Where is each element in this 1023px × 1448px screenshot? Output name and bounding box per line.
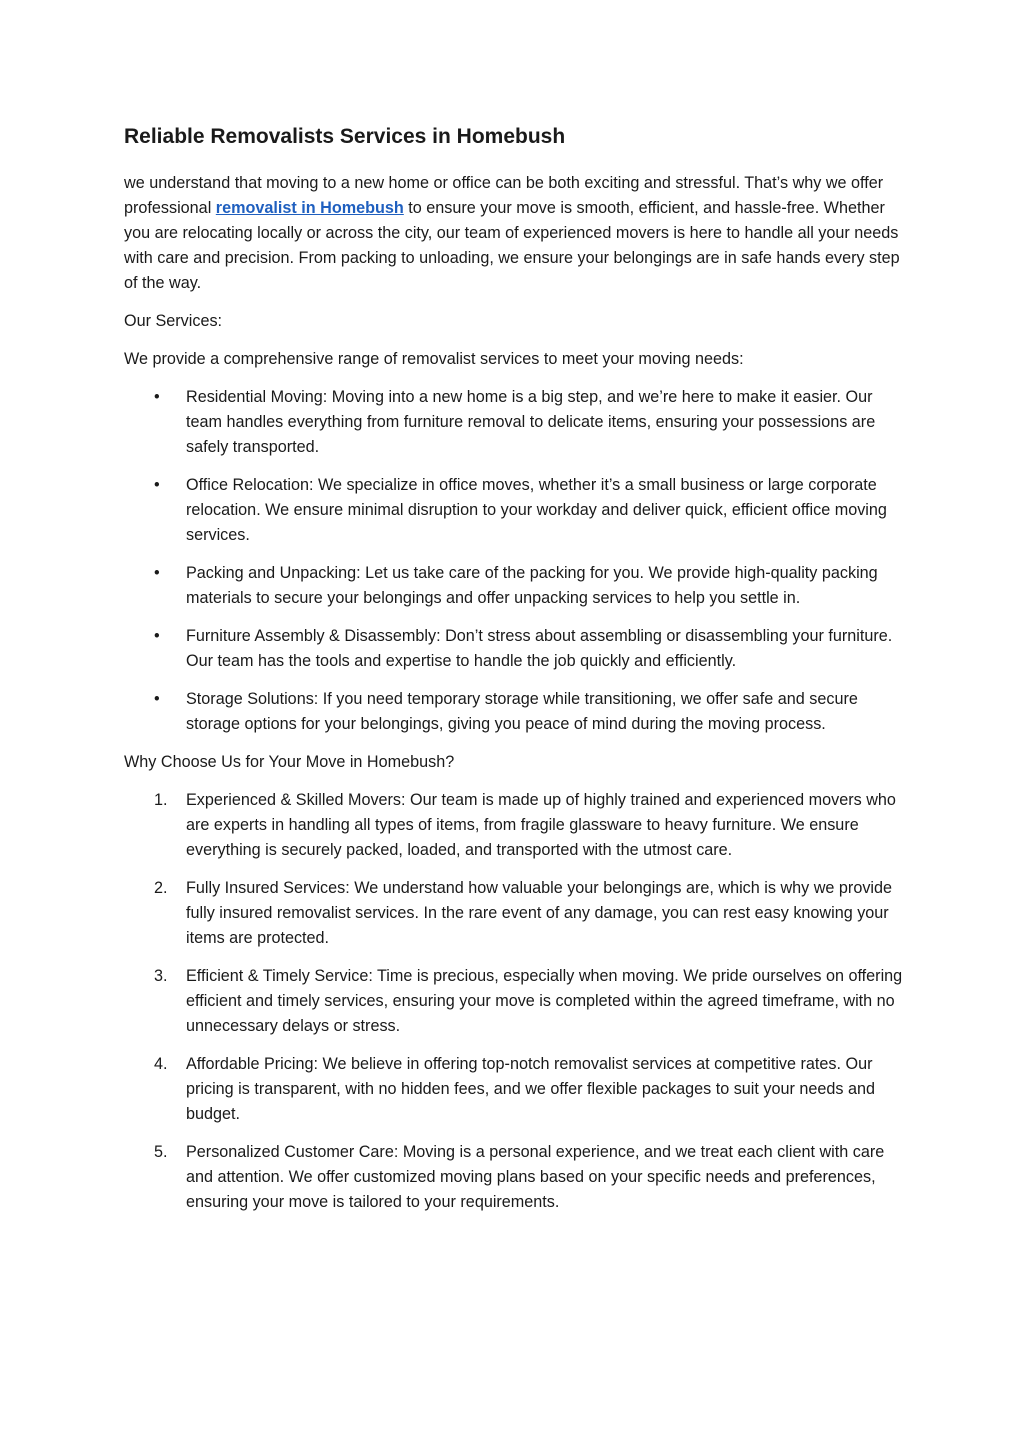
bullet-icon: •: [154, 388, 160, 406]
list-item: [124, 964, 904, 1039]
list-number: 5.: [154, 1143, 168, 1161]
list-item: [124, 1052, 904, 1127]
list-item: [124, 561, 904, 611]
reason-text: Personalized Customer Care: Moving is a personal experience, and we treat each client with care and attention. We offer customized moving plans based on your specific needs and preferences, ensuring your move is tailored to your requirements.: [186, 1143, 885, 1211]
services-list: [124, 385, 904, 737]
list-item: [124, 687, 904, 737]
list-number: 3.: [154, 967, 168, 985]
reason-text: Efficient & Timely Service: Time is precious, especially when moving. We pride ourselves on offering efficient and timely services, ensuring your move is completed within the agreed timeframe, with no unnecessary delays or stress.: [186, 967, 903, 1035]
list-item: [124, 876, 904, 951]
list-item: [124, 385, 904, 460]
list-item: [124, 473, 904, 548]
bullet-icon: •: [154, 690, 160, 708]
service-text: Office Relocation: We specialize in office moves, whether it’s a small business or large corporate relocation. We ensure minimal disruption to your workday and deliver quick, efficient office moving services.: [186, 476, 887, 544]
list-number: 4.: [154, 1055, 168, 1073]
services-intro: We provide a comprehensive range of removalist services to meet your moving needs:: [124, 350, 744, 368]
service-text: Packing and Unpacking: Let us take care of the packing for you. We provide high-quality packing materials to secure your belongings and offer unpacking services to help you settle in.: [186, 564, 878, 607]
intro-text-before-link: we understand that moving to a new home or office can be both exciting and stressful. That’s why we offer professional: [124, 174, 884, 217]
services-heading: Our Services:: [124, 312, 223, 330]
list-item: [124, 1140, 904, 1215]
service-text: Residential Moving: Moving into a new home is a big step, and we’re here to make it easier. Our team handles everything from furniture removal to delicate items, ensuring your possessions are safely transported.: [186, 388, 876, 456]
intro-paragraph: [124, 171, 904, 296]
service-text: Storage Solutions: If you need temporary storage while transitioning, we offer safe and secure storage options for your belongings, giving you peace of mind during the moving process.: [186, 690, 858, 733]
reasons-list: [124, 788, 904, 1215]
reason-text: Experienced & Skilled Movers: Our team is made up of highly trained and experienced movers who are experts in handling all types of items, from fragile glassware to heavy furniture. We ensure everything is securely packed, loaded, and transported with the utmost care.: [186, 791, 896, 859]
bullet-icon: •: [154, 627, 160, 645]
list-item: [124, 788, 904, 863]
why-choose-heading: Why Choose Us for Your Move in Homebush?: [124, 753, 455, 771]
reason-text: Affordable Pricing: We believe in offering top-notch removalist services at competitive rates. Our pricing is transparent, with no hidden fees, and we offer flexible packages to suit your needs and budget.: [186, 1055, 875, 1123]
reason-text: Fully Insured Services: We understand how valuable your belongings are, which is why we provide fully insured removalist services. In the rare event of any damage, you can rest easy knowing your items are protected.: [186, 879, 893, 947]
service-text: Furniture Assembly & Disassembly: Don’t stress about assembling or disassembling your furniture. Our team has the tools and expertise to handle the job quickly and efficiently.: [186, 627, 893, 670]
list-item: [124, 624, 904, 674]
page-title: Reliable Removalists Services in Homebush: [124, 125, 566, 148]
list-number: 2.: [154, 879, 168, 897]
document-page: [124, 120, 904, 1228]
list-number: 1.: [154, 791, 168, 809]
bullet-icon: •: [154, 476, 160, 494]
removalist-homebush-link[interactable]: removalist in Homebush: [215, 199, 404, 217]
intro-text-after-link: to ensure your move is smooth, efficient, and hassle-free. Whether you are relocating locally or across the city, our team of experienced movers is here to handle all your needs with care and precision. From packing to unloading, we ensure your belongings are in safe hands every step of the way.: [124, 199, 900, 292]
bullet-icon: •: [154, 564, 160, 582]
